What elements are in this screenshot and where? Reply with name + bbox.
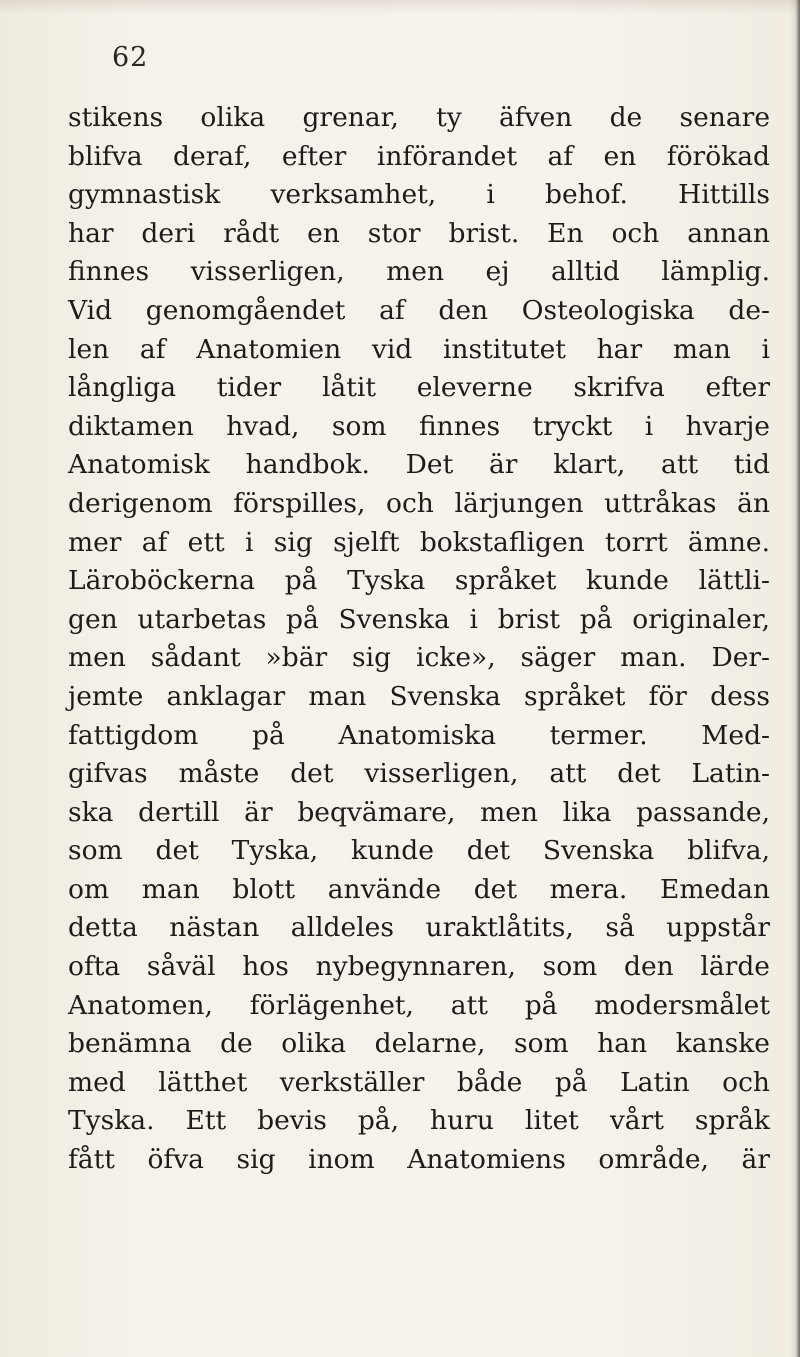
- page-edge-shadow: [790, 0, 800, 1357]
- text-line: blifva deraf, efter införandet af en förökad: [68, 140, 770, 172]
- page-top-shadow: [0, 0, 800, 14]
- text-line: men sådant »bär sig icke», säger man. Der-: [68, 642, 770, 674]
- text-line: mer af ett i sig sjelft bokstafligen torrt ämne.: [68, 526, 770, 558]
- text-line: om man blott använde det mera. Emedan: [68, 873, 770, 905]
- text-line: ofta såväl hos nybegynnaren, som den lärde: [68, 951, 770, 983]
- text-line: benämna de olika delarne, som han kanske: [68, 1028, 770, 1060]
- text-line: derigenom förspilles, och lärjungen uttråkas än: [68, 487, 770, 519]
- page-number: 62: [112, 42, 149, 73]
- text-line: finnes visserligen, men ej alltid lämplig.: [68, 256, 770, 288]
- text-line: Anatomisk handbok. Det är klart, att tid: [68, 449, 770, 481]
- text-line: Tyska. Ett bevis på, huru litet vårt språk: [68, 1105, 770, 1137]
- text-line: som det Tyska, kunde det Svenska blifva,: [68, 835, 770, 867]
- text-line: stikens olika grenar, ty äfven de senare: [68, 102, 770, 133]
- text-line: har deri rådt en stor brist. En och annan: [68, 217, 770, 249]
- text-line: len af Anatomien vid institutet har man i: [68, 333, 770, 365]
- text-line: långliga tider låtit eleverne skrifva efter: [68, 372, 770, 404]
- text-line: diktamen hvad, som finnes tryckt i hvarje: [68, 410, 770, 442]
- text-line: fått öfva sig inom Anatomiens område, är: [68, 1144, 770, 1176]
- text-line: jemte anklagar man Svenska språket för dess: [68, 680, 770, 712]
- text-line: fattigdom på Anatomiska termer. Med-: [68, 719, 770, 751]
- text-line: gymnastisk verksamhet, i behof. Hittills: [68, 179, 770, 211]
- text-line: detta nästan alldeles uraktlåtits, så uppstår: [68, 912, 770, 944]
- text-line: Läroböckerna på Tyska språket kunde lättli-: [68, 565, 770, 597]
- text-line: gen utarbetas på Svenska i brist på originaler,: [68, 603, 770, 635]
- text-line: med lätthet verkställer både på Latin och: [68, 1066, 770, 1098]
- body-text: [68, 99, 770, 1180]
- text-line: gifvas måste det visserligen, att det Latin-: [68, 758, 770, 790]
- text-line: Vid genomgåendet af den Osteologiska de-: [68, 294, 770, 326]
- text-line: ska dertill är beqvämare, men lika passande,: [68, 796, 770, 828]
- text-line: Anatomen, förlägenhet, att på modersmålet: [68, 989, 770, 1021]
